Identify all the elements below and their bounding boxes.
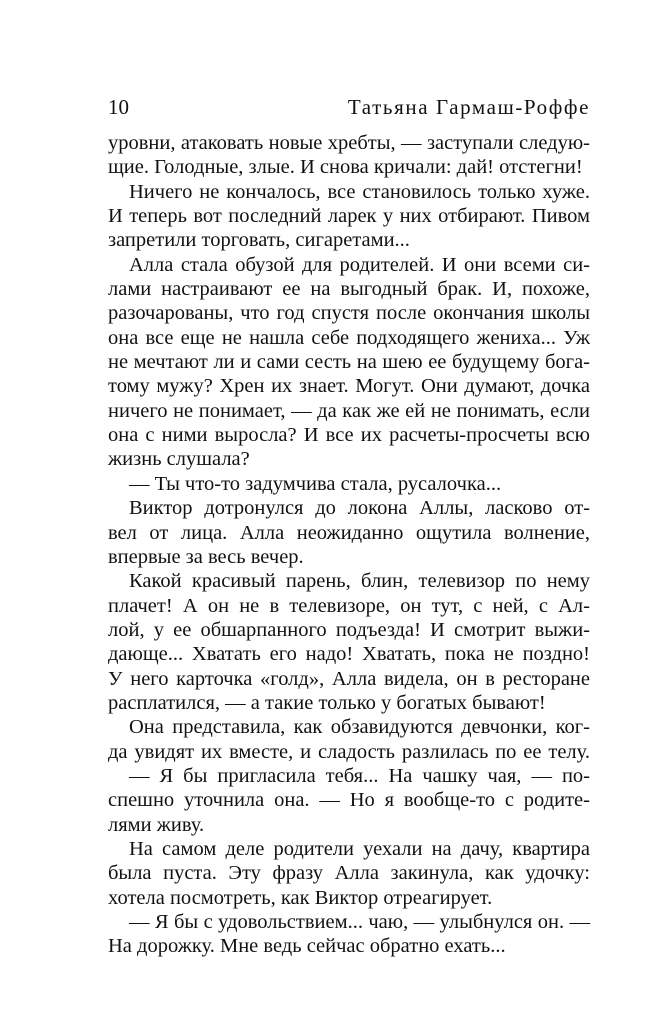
- text-line: дающе... Хватать его надо! Хватать, пока не поздно!: [108, 643, 590, 666]
- text-line: лами настраивают ее на выгодный брак. И, похоже,: [108, 278, 590, 301]
- page-number: 10: [108, 95, 129, 119]
- text-line: Виктор дотронулся до локона Аллы, ласково от-: [129, 497, 590, 520]
- running-title: Татьяна Гармаш-Роффе: [347, 95, 590, 119]
- page-header: [108, 92, 590, 122]
- text-line: она все еще не нашла себе подходящего жениха... Уж: [108, 326, 590, 349]
- text-line: разочарованы, что год спустя после окончания школы: [108, 302, 590, 325]
- text-line: уровни, атаковать новые хребты, — заступали следую-: [108, 132, 590, 154]
- text-line: не мечтают ли и сами сесть на шею ее будущему бога-: [108, 351, 590, 374]
- text-line: Ничего не кончалось, все становилось только хуже.: [129, 180, 590, 203]
- text-line: ничего не понимает, — да как же ей не понимать, если: [108, 399, 590, 422]
- text-line: У него карточка «голд», Алла видела, он в ресторане: [108, 667, 590, 690]
- text-line: На дорожку. Мне ведь сейчас обратно ехать...: [108, 935, 506, 958]
- text-line: запретили торговать, сигаретами...: [108, 229, 410, 252]
- text-line: плачет! А он не в телевизоре, он тут, с ней, с Ал-: [108, 594, 590, 617]
- text-line: она с ними выросла? И все их расчеты-просчеты всю: [108, 424, 590, 447]
- text-line: тому мужу? Хрен их знает. Могут. Они думают, дочка: [108, 375, 590, 398]
- text-line: лями живу.: [108, 813, 205, 836]
- text-line: была пуста. Эту фразу Алла закинула, как удочку:: [108, 862, 590, 885]
- body-text: [108, 131, 590, 959]
- text-line: Она представила, как обзавидуются девчонки, ког-: [129, 716, 590, 739]
- text-line: расплатился, — а такие только у богатых бывают!: [108, 691, 546, 714]
- text-line: лой, у ее обшарпанного подъезда! И смотрит выжи-: [108, 618, 590, 641]
- text-line: спешно уточнила она. — Но я вообще-то с родите-: [108, 789, 590, 812]
- text-line: жизнь слушала?: [108, 448, 250, 471]
- text-line: впервые за весь вечер.: [108, 545, 304, 568]
- text-line: Алла стала обузой для родителей. И они всеми си-: [129, 253, 590, 276]
- text-line: — Я бы с удовольствием... чаю, — улыбнулся он. —: [129, 911, 590, 933]
- text-line: вел от лица. Алла неожиданно ощутила волнение,: [108, 521, 590, 544]
- text-line: да увидят их вместе, и сладость разлилась по ее телу.: [108, 740, 590, 763]
- text-line: И теперь вот последний ларек у них отбирают. Пивом: [108, 205, 590, 228]
- text-line: — Ты что-то задумчива стала, русалочка...: [129, 472, 502, 495]
- text-line: Какой красивый парень, блин, телевизор по нему: [129, 570, 590, 593]
- text-line: щие. Голодные, злые. И снова кричали: дай! отстегни!: [108, 156, 583, 179]
- text-line: — Я бы пригласила тебя... На чашку чая, — по-: [129, 764, 590, 787]
- text-line: На самом деле родители уехали на дачу, квартира: [129, 837, 590, 860]
- text-line: хотела посмотреть, как Виктор отреагирует.: [108, 886, 493, 909]
